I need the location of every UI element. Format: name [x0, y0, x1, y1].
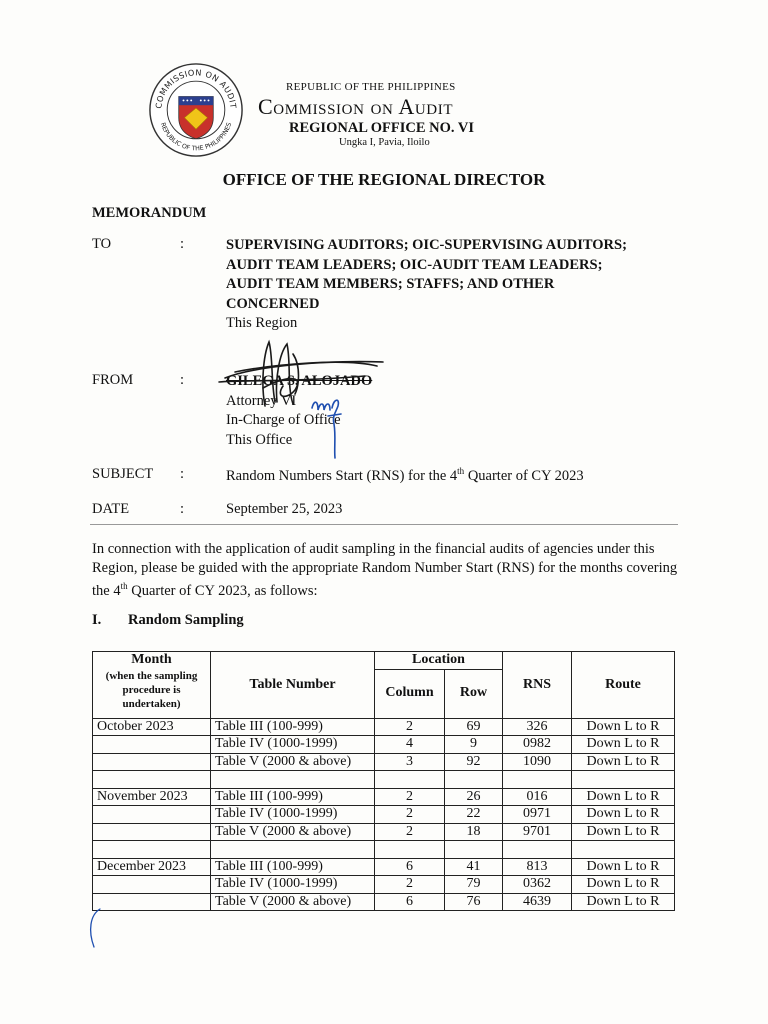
- column-cell: 4: [375, 736, 445, 754]
- table-spacer-row: [93, 771, 675, 789]
- divider-line: [90, 524, 678, 525]
- from-label: FROM: [92, 372, 134, 388]
- table-row: [93, 858, 675, 876]
- table-spacer-row: [93, 841, 675, 859]
- to-recipients: [226, 236, 686, 314]
- table-row: [93, 753, 675, 771]
- from-role: In-Charge of Office: [226, 412, 341, 428]
- section-number: I.: [92, 612, 102, 628]
- table-header-row: [93, 652, 675, 670]
- column-cell: 2: [375, 788, 445, 806]
- table-number-header: Table Number: [211, 652, 375, 719]
- rns-cell: 0971: [503, 806, 572, 824]
- rns-cell: 0982: [503, 736, 572, 754]
- to-colon: :: [180, 236, 185, 252]
- rns-table: [92, 651, 675, 911]
- row-cell: 9: [445, 736, 503, 754]
- column-cell: 6: [375, 858, 445, 876]
- body-superscript: th: [120, 581, 128, 591]
- table-number-cell: Table III (100-999): [211, 788, 375, 806]
- table-row: [93, 736, 675, 754]
- body-paragraph: [92, 540, 682, 600]
- header-commission-name: Commission on Audit: [258, 94, 454, 119]
- rns-cell: 0362: [503, 876, 572, 894]
- table-number-cell: Table IV (1000-1999): [211, 806, 375, 824]
- rns-cell: 1090: [503, 753, 572, 771]
- signature-mark: [205, 336, 395, 446]
- header-republic: REPUBLIC OF THE PHILIPPINES: [286, 81, 456, 93]
- route-cell: Down L to R: [572, 718, 675, 736]
- month-header-note: (when the sampling procedure is undertaken): [105, 669, 198, 710]
- month-cell: [93, 823, 211, 841]
- table-row: [93, 788, 675, 806]
- from-name: GILEGA S. ALOJADO: [226, 373, 373, 389]
- month-cell: [93, 893, 211, 911]
- row-header: Row: [445, 669, 503, 718]
- table-number-cell: Table V (2000 & above): [211, 893, 375, 911]
- row-cell: 79: [445, 876, 503, 894]
- route-cell: Down L to R: [572, 858, 675, 876]
- row-cell: 69: [445, 718, 503, 736]
- body-text-part: In connection with the application of audit sampling in the financial audits of agencies under this Region, please be guided with the appropriate Random Number Start (RNS) for the months covering the 4: [92, 541, 678, 599]
- from-office: This Office: [226, 431, 293, 448]
- date-value: September 25, 2023: [226, 501, 343, 517]
- rns-cell: 9701: [503, 823, 572, 841]
- table-row: [93, 823, 675, 841]
- column-header: Column: [375, 669, 445, 718]
- to-label: TO: [92, 236, 112, 252]
- section-title: Random Sampling: [128, 612, 244, 628]
- row-cell: 41: [445, 858, 503, 876]
- column-cell: 6: [375, 893, 445, 911]
- rns-header: RNS: [503, 652, 572, 719]
- route-cell: Down L to R: [572, 736, 675, 754]
- to-line: SUPERVISING AUDITORS; OIC-SUPERVISING AUDITORS;: [226, 237, 627, 253]
- column-cell: 2: [375, 876, 445, 894]
- location-header: Location: [375, 652, 503, 670]
- to-line: AUDIT TEAM LEADERS; OIC-AUDIT TEAM LEADERS;: [226, 256, 603, 273]
- svg-text:COMMISSION ON AUDIT: COMMISSION ON AUDIT: [153, 67, 239, 110]
- month-cell: [93, 753, 211, 771]
- pen-stroke-mark: [84, 907, 106, 951]
- from-title: Attorney VI: [226, 392, 297, 409]
- table-number-cell: Table IV (1000-1999): [211, 876, 375, 894]
- header-address: Ungka I, Pavia, Iloilo: [339, 137, 430, 148]
- row-cell: 22: [445, 806, 503, 824]
- month-header: [93, 652, 211, 719]
- from-colon: :: [180, 372, 185, 388]
- table-number-cell: Table III (100-999): [211, 858, 375, 876]
- column-cell: 2: [375, 806, 445, 824]
- column-cell: 2: [375, 823, 445, 841]
- subject-text: [226, 466, 584, 485]
- route-header: Route: [572, 652, 675, 719]
- column-cell: 2: [375, 718, 445, 736]
- row-cell: 18: [445, 823, 503, 841]
- subject-text-part: Random Numbers Start (RNS) for the 4: [226, 467, 458, 484]
- to-region: This Region: [226, 315, 298, 331]
- to-line: CONCERNED: [226, 295, 320, 312]
- month-cell: December 2023: [93, 858, 211, 876]
- route-cell: Down L to R: [572, 788, 675, 806]
- memorandum-label: MEMORANDUM: [92, 205, 207, 221]
- row-cell: 92: [445, 753, 503, 771]
- month-cell: October 2023: [93, 718, 211, 736]
- table-number-cell: Table V (2000 & above): [211, 753, 375, 771]
- coa-seal-logo: [148, 62, 244, 158]
- rns-cell: 326: [503, 718, 572, 736]
- route-cell: Down L to R: [572, 753, 675, 771]
- table-number-cell: Table IV (1000-1999): [211, 736, 375, 754]
- month-cell: November 2023: [93, 788, 211, 806]
- rns-cell: 813: [503, 858, 572, 876]
- table-row: [93, 806, 675, 824]
- route-cell: Down L to R: [572, 823, 675, 841]
- month-cell: [93, 736, 211, 754]
- subject-colon: :: [180, 466, 185, 482]
- column-cell: 3: [375, 753, 445, 771]
- route-cell: Down L to R: [572, 893, 675, 911]
- table-row: [93, 876, 675, 894]
- table-number-cell: Table III (100-999): [211, 718, 375, 736]
- row-cell: 26: [445, 788, 503, 806]
- row-cell: 76: [445, 893, 503, 911]
- month-cell: [93, 876, 211, 894]
- handwritten-initials: [308, 394, 344, 460]
- month-header-label: Month: [131, 652, 172, 667]
- subject-label: SUBJECT: [92, 466, 154, 482]
- body-text-part: Quarter of CY 2023, as follows:: [127, 582, 318, 599]
- rns-cell: 016: [503, 788, 572, 806]
- date-label: DATE: [92, 501, 130, 517]
- date-colon: :: [180, 501, 185, 517]
- header-regional-office: REGIONAL OFFICE NO. VI: [289, 120, 475, 136]
- table-row: [93, 718, 675, 736]
- table-row: [93, 893, 675, 911]
- month-cell: [93, 806, 211, 824]
- route-cell: Down L to R: [572, 876, 675, 894]
- subject-text-part: Quarter of CY 2023: [464, 467, 584, 484]
- svg-text:REPUBLIC OF THE PHILIPPINES: REPUBLIC OF THE PHILIPPINES: [158, 121, 234, 153]
- route-cell: Down L to R: [572, 806, 675, 824]
- office-title: OFFICE OF THE REGIONAL DIRECTOR: [222, 170, 546, 189]
- to-line: AUDIT TEAM MEMBERS; STAFFS; AND OTHER: [226, 276, 555, 292]
- table-number-cell: Table V (2000 & above): [211, 823, 375, 841]
- rns-cell: 4639: [503, 893, 572, 911]
- subject-superscript: th: [457, 466, 465, 476]
